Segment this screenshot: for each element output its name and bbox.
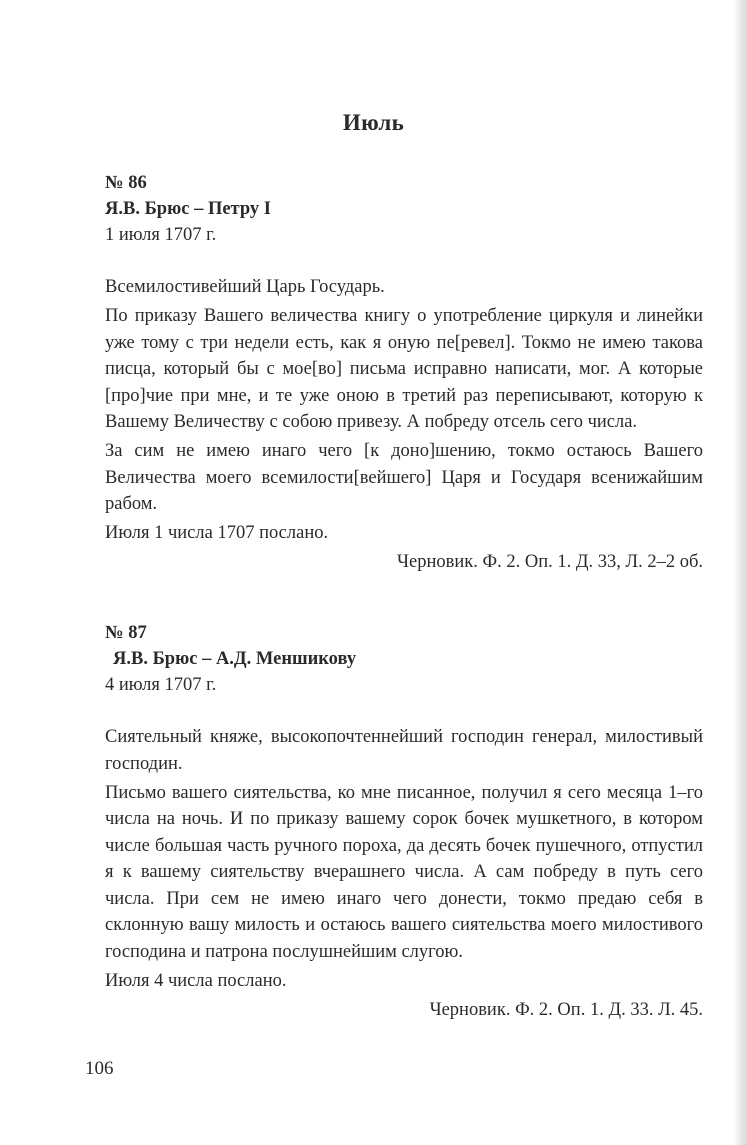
dispatch-note: Июля 1 числа 1707 послано.	[105, 523, 329, 543]
document-date: 1 июля 1707 г.	[105, 225, 217, 245]
document-body	[105, 274, 703, 576]
archive-reference: Черновик. Ф. 2. Оп. 1. Д. 33. Л. 45.	[429, 999, 703, 1020]
document-87	[105, 620, 703, 1023]
paragraph: По приказу Вашего величества книгу о употребление циркуля и линейки уже тому с три недели есть, как я оную пе[ревел]. Токмо не имею такова писца, который бы с мое[во] письма исправно написати, мог. А которые [про]чие при мне, и те уже оною в третий раз переписывают, которую к Вашему Величеству с собою привезу. А побреду отсель сего числа.	[105, 306, 703, 432]
dispatch-note: Июля 4 числа послано.	[105, 970, 287, 991]
document-number: № 86	[105, 173, 147, 193]
document-date: 4 июля 1707 г.	[105, 675, 217, 695]
document-86	[105, 170, 703, 576]
month-title: Июль	[342, 110, 405, 135]
salutation: Всемилостивейший Царь Государь.	[105, 277, 385, 297]
document-body	[105, 724, 703, 1023]
salutation: Сиятельный княже, высокопочтеннейший господин генерал, милостивый господин.	[105, 727, 703, 774]
page-number: 106	[85, 1058, 114, 1079]
page-edge-shadow	[733, 0, 747, 1145]
document-heading: Я.В. Брюс – Петру I	[105, 199, 271, 219]
paragraph: За сим не имею инаго чего [к доно]шению, токмо остаюсь Вашего Величества моего всемилости[вейшего] Царя и Государя всенижайшим рабом.	[105, 441, 703, 514]
archive-reference: Черновик. Ф. 2. Оп. 1. Д. 33, Л. 2–2 об.	[397, 552, 703, 572]
document-heading: Я.В. Брюс – А.Д. Меншикову	[113, 649, 357, 669]
document-number: № 87	[105, 623, 147, 643]
paragraph: Письмо вашего сиятельства, ко мне писанное, получил я сего месяца 1–го числа на ночь. И по приказу вашему сорок бочек мушкетного, в котором числе большая часть ручного пороха, да десять бочек пушечного, отпустил я к вашему сиятельству вчерашнего числа. А сам побреду в путь сего числа. При сем не имею инаго чего донести, токмо предаю себя в склонную вашу милость и остаюсь вашего сиятельства моего милостивого господина и патрона послушнейшим слугою.	[105, 782, 703, 962]
